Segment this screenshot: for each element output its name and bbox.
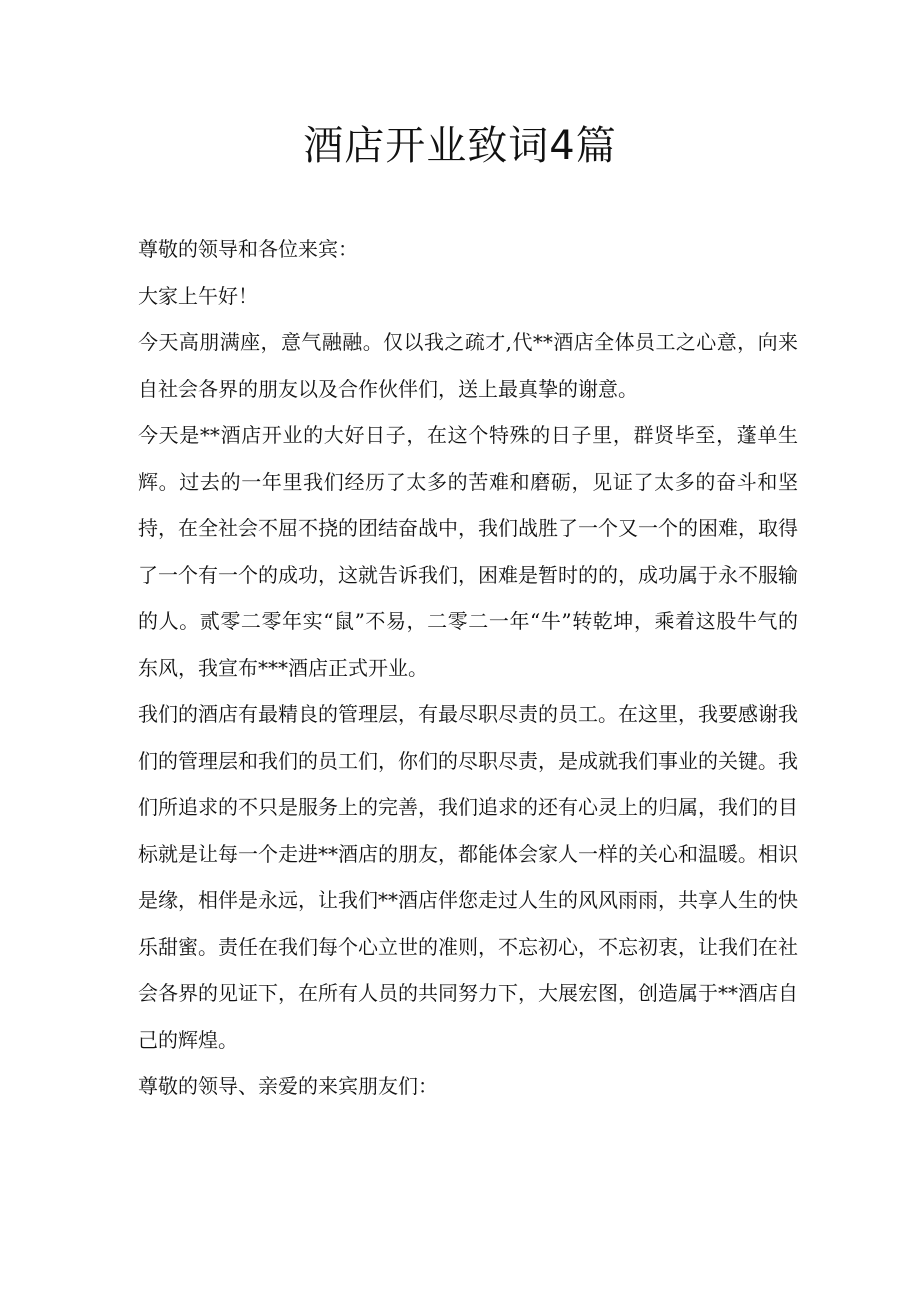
paragraph-second-salutation: 尊敬的领导、亲爱的来宾朋友们：: [138, 1074, 438, 1098]
paragraph-thanks: 今天高朋满座，意气融融。仅以我之疏才,代**酒店全体员工之心意，向来自社会各界的朋友以及合作伙伴们，送上最真挚的谢意。: [138, 330, 798, 401]
paragraph-salutation: 尊敬的领导和各位来宾：: [138, 237, 358, 261]
paragraph-team-and-mission: 我们的酒店有最精良的管理层，有最尽职尽责的员工。在这里，我要感谢我们的管理层和我们的员工们，你们的尽职尽责，是成就我们事业的关键。我们所追求的不只是服务上的完善，我们追求的还有心灵上的归属，我们的目标就是让每一个走进**酒店的朋友，都能体会家人一样的关心和温暖。相识是缘，相伴是永远，让我们**酒店伴您走过人生的风风雨雨，共享人生的快乐甜蜜。责任在我们每个心立世的准则，不忘初心，不忘初衷，让我们在社会各界的见证下，在所有人员的共同努力下，大展宏图，创造属于**酒店自己的辉煌。: [138, 702, 798, 1052]
document-body: [138, 226, 798, 1110]
paragraph-greeting: 大家上午好！: [138, 283, 258, 308]
paragraph-opening-announcement: 今天是**酒店开业的大好日子，在这个特殊的日子里，群贤毕至，蓬单生辉。过去的一年里我们经历了太多的苦难和磨砺，见证了太多的奋斗和坚持，在全社会不屈不挠的团结奋战中，我们战胜了一个又一个的困难，取得了一个有一个的成功，这就告诉我们，困难是暂时的的，成功属于永不服输的人。贰零二零年实“鼠”不易，二零二一年“牛”转乾坤，乘着这股牛气的东风，我宣布***酒店正式开业。: [138, 423, 798, 680]
document-title: 酒店开业致词4篇: [303, 123, 617, 169]
